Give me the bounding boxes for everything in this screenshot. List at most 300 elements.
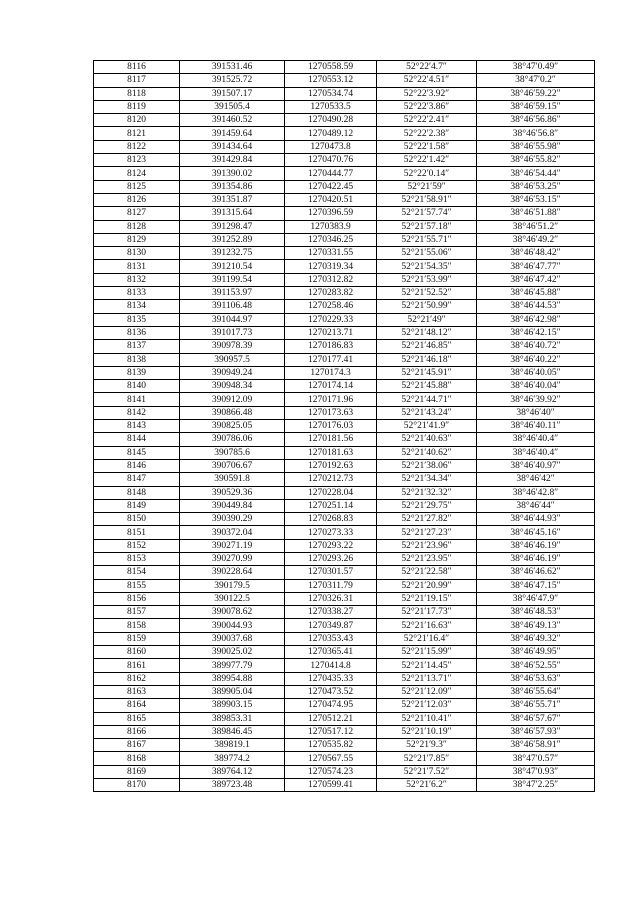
table-row (94, 300, 595, 313)
longitude-cell: 38°46′40.72″ (477, 340, 595, 353)
y-coordinate-cell: 1270338.27 (285, 606, 377, 619)
x-coordinate-cell: 390270.99 (180, 552, 285, 565)
y-coordinate-cell: 1270258.46 (285, 300, 377, 313)
y-coordinate-cell: 1270435.33 (285, 672, 377, 685)
latitude-cell: 52°21′49″ (377, 313, 477, 326)
point-number-cell: 8129 (94, 233, 180, 246)
latitude-cell: 52°21′46.85″ (377, 340, 477, 353)
x-coordinate-cell: 389903.15 (180, 699, 285, 712)
latitude-cell: 52°21′43.24″ (377, 406, 477, 419)
x-coordinate-cell: 390228.64 (180, 566, 285, 579)
point-number-cell: 8143 (94, 420, 180, 433)
x-coordinate-cell: 390785.6 (180, 446, 285, 459)
y-coordinate-cell: 1270176.03 (285, 420, 377, 433)
table-row (94, 619, 595, 632)
y-coordinate-cell: 1270181.56 (285, 433, 377, 446)
table-row (94, 313, 595, 326)
longitude-cell: 38°46′40.4″ (477, 433, 595, 446)
table-row (94, 340, 595, 353)
y-coordinate-cell: 1270567.55 (285, 752, 377, 765)
coordinates-table-body (94, 61, 595, 792)
x-coordinate-cell: 390044.93 (180, 619, 285, 632)
table-row (94, 486, 595, 499)
point-number-cell: 8136 (94, 326, 180, 339)
x-coordinate-cell: 390591.8 (180, 473, 285, 486)
longitude-cell: 38°46′55.64″ (477, 685, 595, 698)
point-number-cell: 8134 (94, 300, 180, 313)
latitude-cell: 52°22′4.7″ (377, 61, 477, 74)
point-number-cell: 8141 (94, 393, 180, 406)
longitude-cell: 38°46′47.42″ (477, 273, 595, 286)
point-number-cell: 8118 (94, 87, 180, 100)
x-coordinate-cell: 390786.06 (180, 433, 285, 446)
y-coordinate-cell: 1270574.23 (285, 765, 377, 778)
y-coordinate-cell: 1270171.96 (285, 393, 377, 406)
latitude-cell: 52°21′15.99″ (377, 646, 477, 659)
latitude-cell: 52°22′2.41″ (377, 114, 477, 127)
longitude-cell: 38°46′48.42″ (477, 247, 595, 260)
point-number-cell: 8151 (94, 526, 180, 539)
table-row (94, 739, 595, 752)
x-coordinate-cell: 391390.02 (180, 167, 285, 180)
table-row (94, 459, 595, 472)
latitude-cell: 52°21′53.99″ (377, 273, 477, 286)
latitude-cell: 52°21′57.74″ (377, 207, 477, 220)
table-row (94, 366, 595, 379)
point-number-cell: 8152 (94, 539, 180, 552)
y-coordinate-cell: 1270473.52 (285, 685, 377, 698)
x-coordinate-cell: 391429.84 (180, 154, 285, 167)
table-row (94, 100, 595, 113)
latitude-cell: 52°21′27.82″ (377, 513, 477, 526)
x-coordinate-cell: 390978.39 (180, 340, 285, 353)
longitude-cell: 38°46′47.77″ (477, 260, 595, 273)
point-number-cell: 8121 (94, 127, 180, 140)
point-number-cell: 8149 (94, 499, 180, 512)
x-coordinate-cell: 390122.5 (180, 592, 285, 605)
latitude-cell: 52°21′16.4″ (377, 632, 477, 645)
x-coordinate-cell: 390037.68 (180, 632, 285, 645)
longitude-cell: 38°47′0.57″ (477, 752, 595, 765)
x-coordinate-cell: 390449.84 (180, 499, 285, 512)
table-row (94, 473, 595, 486)
y-coordinate-cell: 1270331.55 (285, 247, 377, 260)
y-coordinate-cell: 1270420.51 (285, 193, 377, 206)
table-row (94, 393, 595, 406)
table-row (94, 207, 595, 220)
latitude-cell: 52°21′59″ (377, 180, 477, 193)
table-row (94, 632, 595, 645)
longitude-cell: 38°47′2.25″ (477, 779, 595, 792)
longitude-cell: 38°46′46.19″ (477, 552, 595, 565)
table-row (94, 539, 595, 552)
longitude-cell: 38°46′53.15″ (477, 193, 595, 206)
point-number-cell: 8130 (94, 247, 180, 260)
longitude-cell: 38°46′47.9″ (477, 592, 595, 605)
latitude-cell: 52°21′23.96″ (377, 539, 477, 552)
longitude-cell: 38°46′55.71″ (477, 699, 595, 712)
latitude-cell: 52°21′10.41″ (377, 712, 477, 725)
longitude-cell: 38°46′47.15″ (477, 579, 595, 592)
table-row (94, 326, 595, 339)
latitude-cell: 52°21′17.73″ (377, 606, 477, 619)
latitude-cell: 52°21′34.34″ (377, 473, 477, 486)
table-row (94, 592, 595, 605)
point-number-cell: 8162 (94, 672, 180, 685)
table-row (94, 380, 595, 393)
point-number-cell: 8144 (94, 433, 180, 446)
table-row (94, 61, 595, 74)
point-number-cell: 8158 (94, 619, 180, 632)
latitude-cell: 52°21′13.71″ (377, 672, 477, 685)
latitude-cell: 52°22′3.92″ (377, 87, 477, 100)
latitude-cell: 52°21′6.2″ (377, 779, 477, 792)
y-coordinate-cell: 1270326.31 (285, 592, 377, 605)
point-number-cell: 8170 (94, 779, 180, 792)
y-coordinate-cell: 1270301.57 (285, 566, 377, 579)
table-row (94, 140, 595, 153)
longitude-cell: 38°46′58.91″ (477, 739, 595, 752)
latitude-cell: 52°21′58.91″ (377, 193, 477, 206)
longitude-cell: 38°46′40.04″ (477, 380, 595, 393)
latitude-cell: 52°21′38.06″ (377, 459, 477, 472)
point-number-cell: 8138 (94, 353, 180, 366)
longitude-cell: 38°46′40.22″ (477, 353, 595, 366)
coordinates-table (93, 60, 595, 792)
table-row (94, 433, 595, 446)
y-coordinate-cell: 1270558.59 (285, 61, 377, 74)
y-coordinate-cell: 1270383.9 (285, 220, 377, 233)
y-coordinate-cell: 1270229.33 (285, 313, 377, 326)
x-coordinate-cell: 390948.34 (180, 380, 285, 393)
longitude-cell: 38°46′46.19″ (477, 539, 595, 552)
y-coordinate-cell: 1270186.83 (285, 340, 377, 353)
table-row (94, 606, 595, 619)
y-coordinate-cell: 1270422.45 (285, 180, 377, 193)
x-coordinate-cell: 389905.04 (180, 685, 285, 698)
latitude-cell: 52°21′22.58″ (377, 566, 477, 579)
x-coordinate-cell: 389774.2 (180, 752, 285, 765)
table-row (94, 765, 595, 778)
x-coordinate-cell: 390372.04 (180, 526, 285, 539)
y-coordinate-cell: 1270283.82 (285, 287, 377, 300)
point-number-cell: 8167 (94, 739, 180, 752)
table-row (94, 712, 595, 725)
table-row (94, 180, 595, 193)
table-row (94, 114, 595, 127)
latitude-cell: 52°21′12.03″ (377, 699, 477, 712)
longitude-cell: 38°46′44″ (477, 499, 595, 512)
y-coordinate-cell: 1270474.95 (285, 699, 377, 712)
latitude-cell: 52°21′16.63″ (377, 619, 477, 632)
longitude-cell: 38°46′46.62″ (477, 566, 595, 579)
y-coordinate-cell: 1270534.74 (285, 87, 377, 100)
y-coordinate-cell: 1270414.8 (285, 659, 377, 672)
table-row (94, 499, 595, 512)
x-coordinate-cell: 391210.54 (180, 260, 285, 273)
table-row (94, 646, 595, 659)
x-coordinate-cell: 390912.09 (180, 393, 285, 406)
longitude-cell: 38°46′40.05″ (477, 366, 595, 379)
table-row (94, 193, 595, 206)
table-row (94, 725, 595, 738)
x-coordinate-cell: 391459.64 (180, 127, 285, 140)
y-coordinate-cell: 1270268.83 (285, 513, 377, 526)
longitude-cell: 38°46′53.25″ (477, 180, 595, 193)
point-number-cell: 8155 (94, 579, 180, 592)
x-coordinate-cell: 390179.5 (180, 579, 285, 592)
latitude-cell: 52°21′19.15″ (377, 592, 477, 605)
y-coordinate-cell: 1270319.34 (285, 260, 377, 273)
longitude-cell: 38°46′40.4″ (477, 446, 595, 459)
point-number-cell: 8128 (94, 220, 180, 233)
x-coordinate-cell: 389723.48 (180, 779, 285, 792)
y-coordinate-cell: 1270599.41 (285, 779, 377, 792)
point-number-cell: 8163 (94, 685, 180, 698)
y-coordinate-cell: 1270489.12 (285, 127, 377, 140)
x-coordinate-cell: 391354.86 (180, 180, 285, 193)
table-row (94, 526, 595, 539)
x-coordinate-cell: 391531.46 (180, 61, 285, 74)
longitude-cell: 38°46′44.93″ (477, 513, 595, 526)
y-coordinate-cell: 1270228.04 (285, 486, 377, 499)
y-coordinate-cell: 1270535.82 (285, 739, 377, 752)
y-coordinate-cell: 1270512.21 (285, 712, 377, 725)
longitude-cell: 38°46′45.88″ (477, 287, 595, 300)
y-coordinate-cell: 1270346.25 (285, 233, 377, 246)
point-number-cell: 8150 (94, 513, 180, 526)
point-number-cell: 8165 (94, 712, 180, 725)
latitude-cell: 52°21′46.18″ (377, 353, 477, 366)
latitude-cell: 52°22′1.42″ (377, 154, 477, 167)
table-row (94, 287, 595, 300)
table-row (94, 446, 595, 459)
x-coordinate-cell: 390866.48 (180, 406, 285, 419)
table-row (94, 353, 595, 366)
table-row (94, 752, 595, 765)
x-coordinate-cell: 391505.4 (180, 100, 285, 113)
y-coordinate-cell: 1270533.5 (285, 100, 377, 113)
table-row (94, 273, 595, 286)
longitude-cell: 38°47′0.2″ (477, 74, 595, 87)
point-number-cell: 8133 (94, 287, 180, 300)
latitude-cell: 52°21′10.19″ (377, 725, 477, 738)
x-coordinate-cell: 390078.62 (180, 606, 285, 619)
latitude-cell: 52°21′9.3″ (377, 739, 477, 752)
point-number-cell: 8147 (94, 473, 180, 486)
y-coordinate-cell: 1270181.63 (285, 446, 377, 459)
point-number-cell: 8132 (94, 273, 180, 286)
longitude-cell: 38°46′52.55″ (477, 659, 595, 672)
y-coordinate-cell: 1270174.14 (285, 380, 377, 393)
latitude-cell: 52°21′55.71″ (377, 233, 477, 246)
x-coordinate-cell: 391017.73 (180, 326, 285, 339)
x-coordinate-cell: 391460.52 (180, 114, 285, 127)
point-number-cell: 8169 (94, 765, 180, 778)
table-row (94, 260, 595, 273)
table-row (94, 552, 595, 565)
y-coordinate-cell: 1270473.8 (285, 140, 377, 153)
point-number-cell: 8161 (94, 659, 180, 672)
longitude-cell: 38°47′0.93″ (477, 765, 595, 778)
point-number-cell: 8127 (94, 207, 180, 220)
x-coordinate-cell: 389977.79 (180, 659, 285, 672)
latitude-cell: 52°22′3.86″ (377, 100, 477, 113)
point-number-cell: 8122 (94, 140, 180, 153)
table-row (94, 154, 595, 167)
longitude-cell: 38°46′40.97″ (477, 459, 595, 472)
longitude-cell: 38°46′39.92″ (477, 393, 595, 406)
x-coordinate-cell: 390949.24 (180, 366, 285, 379)
point-number-cell: 8156 (94, 592, 180, 605)
latitude-cell: 52°21′7.85″ (377, 752, 477, 765)
latitude-cell: 52°21′40.63″ (377, 433, 477, 446)
table-row (94, 685, 595, 698)
table-row (94, 699, 595, 712)
y-coordinate-cell: 1270293.26 (285, 552, 377, 565)
table-row (94, 87, 595, 100)
longitude-cell: 38°47′0.49″ (477, 61, 595, 74)
point-number-cell: 8159 (94, 632, 180, 645)
x-coordinate-cell: 389846.45 (180, 725, 285, 738)
point-number-cell: 8135 (94, 313, 180, 326)
x-coordinate-cell: 391351.87 (180, 193, 285, 206)
longitude-cell: 38°46′40.11″ (477, 420, 595, 433)
latitude-cell: 52°22′0.14″ (377, 167, 477, 180)
latitude-cell: 52°21′7.52″ (377, 765, 477, 778)
latitude-cell: 52°21′57.18″ (377, 220, 477, 233)
y-coordinate-cell: 1270444.77 (285, 167, 377, 180)
y-coordinate-cell: 1270213.71 (285, 326, 377, 339)
longitude-cell: 38°46′56.8″ (477, 127, 595, 140)
x-coordinate-cell: 391315.64 (180, 207, 285, 220)
table-row (94, 779, 595, 792)
point-number-cell: 8157 (94, 606, 180, 619)
table-row (94, 420, 595, 433)
x-coordinate-cell: 390025.02 (180, 646, 285, 659)
y-coordinate-cell: 1270349.87 (285, 619, 377, 632)
y-coordinate-cell: 1270353.43 (285, 632, 377, 645)
y-coordinate-cell: 1270212.73 (285, 473, 377, 486)
x-coordinate-cell: 390957.5 (180, 353, 285, 366)
longitude-cell: 38°46′55.98″ (477, 140, 595, 153)
latitude-cell: 52°21′20.99″ (377, 579, 477, 592)
table-row (94, 74, 595, 87)
x-coordinate-cell: 389853.31 (180, 712, 285, 725)
y-coordinate-cell: 1270312.82 (285, 273, 377, 286)
x-coordinate-cell: 391199.54 (180, 273, 285, 286)
y-coordinate-cell: 1270293.22 (285, 539, 377, 552)
longitude-cell: 38°46′49.95″ (477, 646, 595, 659)
x-coordinate-cell: 390529.36 (180, 486, 285, 499)
table-row (94, 233, 595, 246)
table-row (94, 566, 595, 579)
point-number-cell: 8117 (94, 74, 180, 87)
point-number-cell: 8166 (94, 725, 180, 738)
latitude-cell: 52°21′54.35″ (377, 260, 477, 273)
table-row (94, 672, 595, 685)
longitude-cell: 38°46′51.2″ (477, 220, 595, 233)
longitude-cell: 38°46′57.67″ (477, 712, 595, 725)
point-number-cell: 8116 (94, 61, 180, 74)
y-coordinate-cell: 1270490.28 (285, 114, 377, 127)
x-coordinate-cell: 389819.1 (180, 739, 285, 752)
y-coordinate-cell: 1270553.12 (285, 74, 377, 87)
y-coordinate-cell: 1270174.3 (285, 366, 377, 379)
point-number-cell: 8119 (94, 100, 180, 113)
y-coordinate-cell: 1270177.41 (285, 353, 377, 366)
point-number-cell: 8142 (94, 406, 180, 419)
point-number-cell: 8139 (94, 366, 180, 379)
longitude-cell: 38°46′42.8″ (477, 486, 595, 499)
latitude-cell: 52°22′1.58″ (377, 140, 477, 153)
longitude-cell: 38°46′42.15″ (477, 326, 595, 339)
x-coordinate-cell: 391298.47 (180, 220, 285, 233)
latitude-cell: 52°21′32.32″ (377, 486, 477, 499)
point-number-cell: 8148 (94, 486, 180, 499)
longitude-cell: 38°46′55.82″ (477, 154, 595, 167)
x-coordinate-cell: 391232.75 (180, 247, 285, 260)
point-number-cell: 8126 (94, 193, 180, 206)
point-number-cell: 8131 (94, 260, 180, 273)
table-row (94, 406, 595, 419)
longitude-cell: 38°46′49.13″ (477, 619, 595, 632)
y-coordinate-cell: 1270311.79 (285, 579, 377, 592)
longitude-cell: 38°46′40″ (477, 406, 595, 419)
table-row (94, 220, 595, 233)
x-coordinate-cell: 390390.29 (180, 513, 285, 526)
longitude-cell: 38°46′44.53″ (477, 300, 595, 313)
latitude-cell: 52°21′14.45″ (377, 659, 477, 672)
x-coordinate-cell: 391525.72 (180, 74, 285, 87)
x-coordinate-cell: 390825.05 (180, 420, 285, 433)
y-coordinate-cell: 1270173.63 (285, 406, 377, 419)
point-number-cell: 8146 (94, 459, 180, 472)
latitude-cell: 52°21′41.9″ (377, 420, 477, 433)
point-number-cell: 8160 (94, 646, 180, 659)
table-row (94, 247, 595, 260)
longitude-cell: 38°46′42″ (477, 473, 595, 486)
table-row (94, 127, 595, 140)
latitude-cell: 52°21′29.75″ (377, 499, 477, 512)
latitude-cell: 52°22′4.51″ (377, 74, 477, 87)
x-coordinate-cell: 391507.17 (180, 87, 285, 100)
longitude-cell: 38°46′57.93″ (477, 725, 595, 738)
table-row (94, 167, 595, 180)
latitude-cell: 52°21′12.09″ (377, 685, 477, 698)
point-number-cell: 8153 (94, 552, 180, 565)
latitude-cell: 52°21′27.23″ (377, 526, 477, 539)
latitude-cell: 52°21′23.95″ (377, 552, 477, 565)
point-number-cell: 8164 (94, 699, 180, 712)
y-coordinate-cell: 1270192.63 (285, 459, 377, 472)
latitude-cell: 52°21′44.71″ (377, 393, 477, 406)
x-coordinate-cell: 391106.48 (180, 300, 285, 313)
longitude-cell: 38°46′59.22″ (477, 87, 595, 100)
point-number-cell: 8120 (94, 114, 180, 127)
longitude-cell: 38°46′53.63″ (477, 672, 595, 685)
point-number-cell: 8168 (94, 752, 180, 765)
longitude-cell: 38°46′49.32″ (477, 632, 595, 645)
point-number-cell: 8145 (94, 446, 180, 459)
latitude-cell: 52°21′45.91″ (377, 366, 477, 379)
y-coordinate-cell: 1270396.59 (285, 207, 377, 220)
x-coordinate-cell: 391153.97 (180, 287, 285, 300)
latitude-cell: 52°22′2.38″ (377, 127, 477, 140)
point-number-cell: 8154 (94, 566, 180, 579)
x-coordinate-cell: 391044.97 (180, 313, 285, 326)
point-number-cell: 8137 (94, 340, 180, 353)
